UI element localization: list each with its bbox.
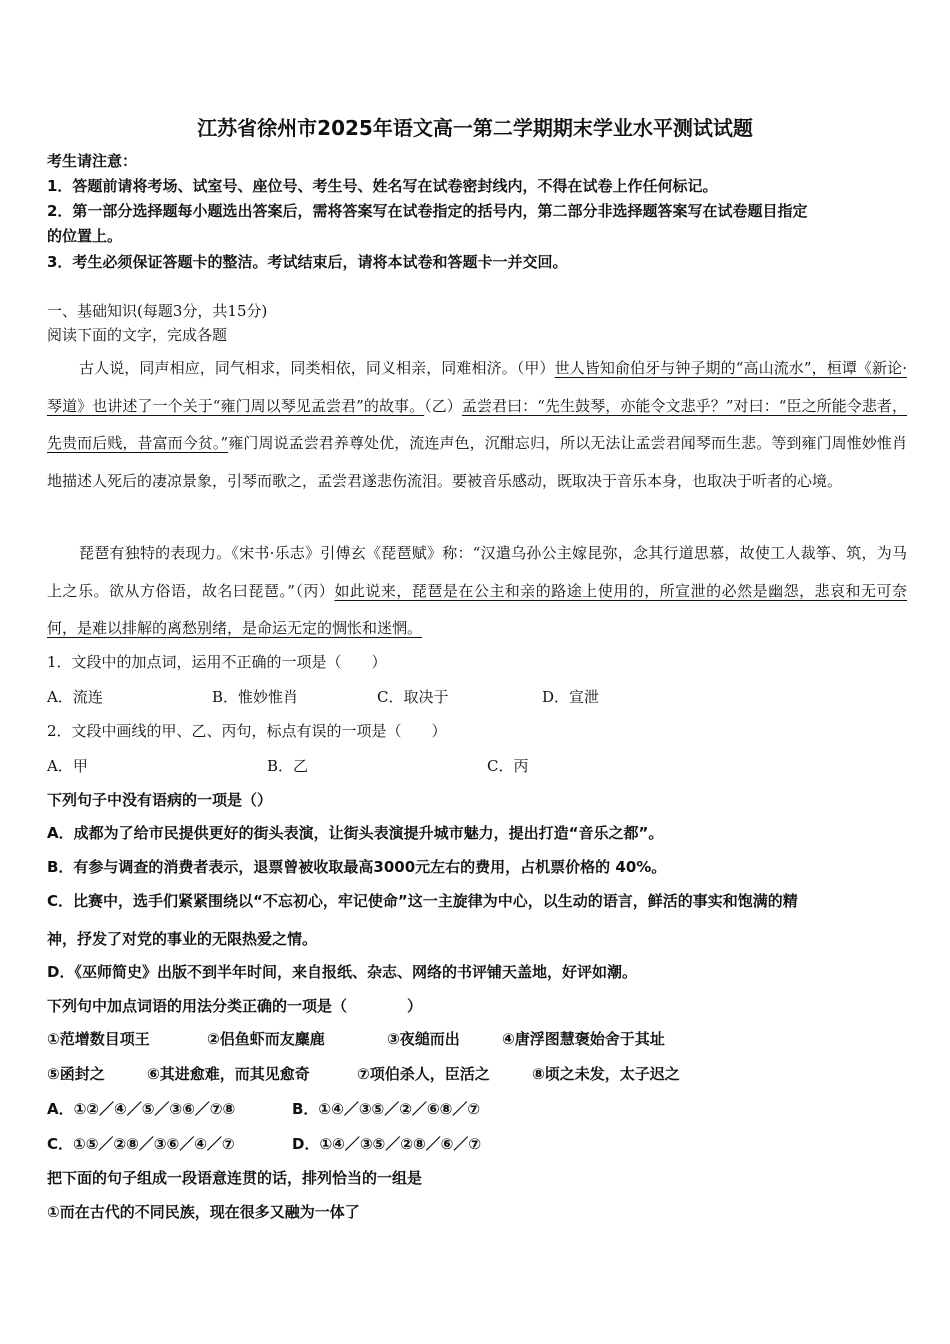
option-c[interactable]: C．取决于 [377,688,449,706]
question-2-stem: 2．文段中画线的甲、乙、丙句，标点有误的一项是（ ） [47,722,447,740]
list-item: ⑧顷之未发，太子迟之 [532,1065,680,1083]
page-title: 江苏省徐州市2025年语文高一第二学期期末学业水平测试试题 [197,116,753,140]
notice-item-3: 3．考生必须保证答题卡的整洁。考试结束后，请将本试卷和答题卡一并交回。 [47,253,568,271]
underlined-sentence-jia: 世人皆知俞伯牙与钟子期的“高山流水”，桓谭《新论·琴道》也讲述了一个关于“雍门周以琴见孟尝君”的故事。 [47,359,907,415]
notice-item-1: 1．答题前请将考场、试室号、座位号、考生号、姓名写在试卷密封线内，不得在试卷上作任何标记。 [47,177,718,195]
list-item: ⑦项伯杀人，臣活之 [357,1065,490,1083]
question-4-options-row-1 [47,1098,480,1120]
underlined-sentence-yi: 孟尝君曰：“先生鼓琴，亦能令文悲乎？”对曰：“臣之所能令悲者，先贵而后贱，昔富而今贫。” [47,396,907,452]
question-3-stem: 下列句子中没有语病的一项是（） [47,791,273,809]
passage-text: 雍门周说孟尝君养尊处优，流连声色，沉酣忘归，所以无法让孟尝君闻琴而生悲。等到雍门周惟妙惟肖地描述人死后的凄凉景象，引琴而歌之，孟尝君遂悲伤流泪。要被音乐感动，既取决于音乐本身，也取决于听者的心境。 [47,434,907,490]
option-a[interactable]: A．流连 [47,688,103,706]
question-3-option-d[interactable]: D．《巫师简史》出版不到半年时间，来自报纸、杂志、网络的书评铺天盖地，好评如潮。 [47,963,637,981]
notice-heading: 考生请注意： [47,152,138,170]
question-4-stem: 下列句中加点词语的用法分类正确的一项是（ ） [47,997,423,1015]
passage-paragraph-2 [47,535,907,648]
question-5-sentence-1: ①而在古代的不同民族，现在很多又融为一体了 [47,1203,360,1221]
option-b[interactable]: B．乙 [267,757,309,775]
passage-paragraph-1 [47,350,907,500]
question-4-items-row-2 [47,1063,680,1085]
question-5-stem: 把下面的句子组成一段语意连贯的话，排列恰当的一组是 [47,1169,423,1187]
question-2-options [47,755,528,777]
question-1-stem: 1．文段中的加点词，运用不正确的一项是（ ） [47,653,387,671]
reading-instruction: 阅读下面的文字，完成各题 [47,326,228,344]
question-4-options-row-2 [47,1133,481,1155]
question-3-option-c-line1[interactable]: C．比赛中，选手们紧紧围绕以“不忘初心，牢记使命”这一主旋律为中心，以生动的语言，鲜活的事实和饱满的精 [47,892,798,910]
question-3-option-b[interactable]: B．有参与调查的消费者表示，退票曾被收取最高3000元左右的费用，占机票价格的 40%。 [47,858,667,876]
question-3-option-c-line2: 神，抒发了对党的事业的无限热爱之情。 [47,930,318,948]
option-b[interactable]: B．①④／③⑤／②／⑥⑧／⑦ [292,1100,481,1118]
passage-text: 琵琶有独特的表现力。《宋书·乐志》引傅玄《琵琶赋》称：“汉遣乌孙公主嫁昆弥，念其行道思慕，故使工人裁筝、筑，为马上之乐。欲从方俗语，故名曰琵琶。”（丙） [47,544,907,600]
list-item: ①范增数目项王 [47,1030,150,1048]
notice-item-2b: 的位置上。 [47,227,123,245]
list-item: ③夜缒而出 [387,1030,460,1048]
option-c[interactable]: C．①⑤／②⑧／③⑥／④／⑦ [47,1135,235,1153]
section-heading: 一、基础知识(每题3分，共15分) [47,302,268,320]
option-c[interactable]: C．丙 [487,757,529,775]
option-d[interactable]: D．①④／③⑤／②⑧／⑥／⑦ [292,1135,482,1153]
question-3-option-a[interactable]: A．成都为了给市民提供更好的街头表演，让街头表演提升城市魅力，提出打造“音乐之都”。 [47,824,664,842]
option-b[interactable]: B．惟妙惟肖 [212,688,299,706]
passage-text: 古人说，同声相应，同气相求，同类相依，同义相亲，同难相济。（甲） [79,359,555,377]
question-1-options [47,686,599,708]
list-item: ④唐浮图慧褒始舍于其址 [502,1030,665,1048]
question-4-items-row-1 [47,1028,665,1050]
option-d[interactable]: D．宣泄 [542,688,600,706]
option-a[interactable]: A．甲 [47,757,88,775]
list-item: ⑥其进愈难，而其见愈奇 [147,1065,310,1083]
notice-item-2a: 2．第一部分选择题每小题选出答案后，需将答案写在试卷指定的括号内，第二部分非选择题答案写在试卷题目指定 [47,202,808,220]
underlined-sentence-bing: 如此说来，琵琶是在公主和亲的路途上使用的，所宣泄的必然是幽怨，悲哀和无可奈何，是难以排解的离愁别绪，是命运无定的惆怅和迷惘。 [47,581,907,637]
passage-text: （乙） [424,396,462,415]
list-item: ⑤函封之 [47,1065,105,1083]
list-item: ②侣鱼虾而友麋鹿 [207,1030,325,1048]
option-a[interactable]: A．①②／④／⑤／③⑥／⑦⑧ [47,1100,236,1118]
